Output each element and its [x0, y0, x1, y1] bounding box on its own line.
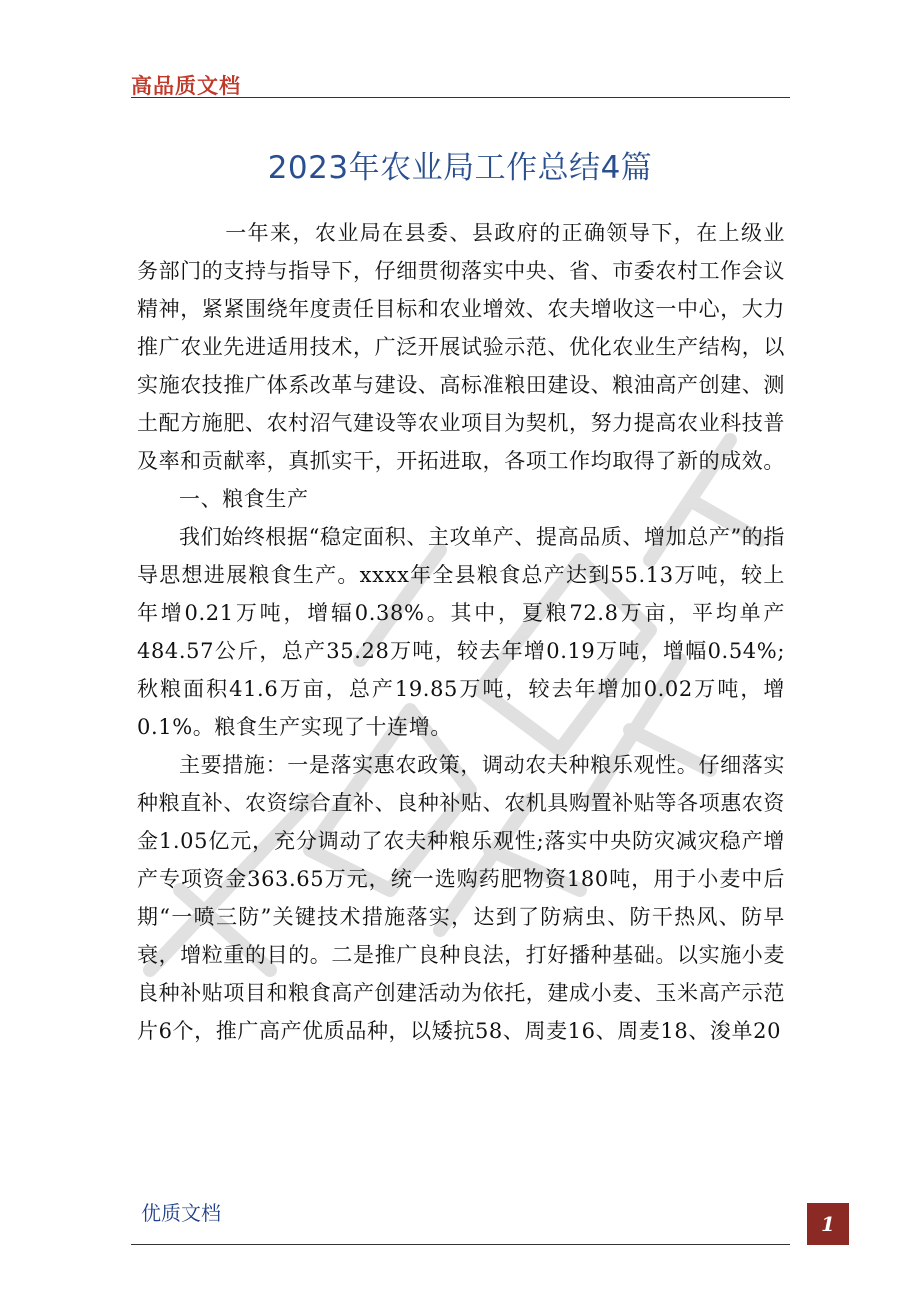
page-number-badge: 1 [807, 1203, 849, 1245]
document-title: 2023年农业局工作总结4篇 [267, 150, 653, 186]
footer-divider [131, 1244, 790, 1245]
intro-paragraph: 一年来，农业局在县委、县政府的正确领导下，在上级业务部门的支持与指导下，仔细贯彻落实中央、省、市委农村工作会议精神，紧紧围绕年度责任目标和农业增效、农夫增收这一中心，大力推广农业先进适用技术，广泛开展试验示范、优化农业生产结构，以实施农技推广体系改革与建设、高标准粮田建设、粮油高产创建、测土配方施肥、农村沼气建设等农业项目为契机，努力提高农业科技普及率和贡献率，真抓实干，开拓进取，各项工作均取得了新的成效。 [137, 221, 785, 473]
document-body [137, 214, 785, 1050]
footer-label: 优质文档 [141, 1201, 221, 1225]
header-label: 高品质文档 [131, 74, 241, 98]
grain-production-paragraph: 我们始终根据“稳定面积、主攻单产、提高品质、增加总产”的指导思想进展粮食生产。xxxx年全县粮食总产达到55.13万吨，较上年增0.21万吨，增辐0.38%。其中，夏粮72.8万亩，平均单产484.57公斤，总产35.28万吨，较去年增0.19万吨，增幅0.54%;秋粮面积41.6万亩，总产19.85万吨，较去年增加0.02万吨，增0.1%。粮食生产实现了十连增。 [137, 525, 785, 739]
header-divider [131, 97, 790, 98]
section-heading-grain: 一、粮食生产 [179, 487, 309, 511]
main-measures-paragraph: 主要措施：一是落实惠农政策，调动农夫种粮乐观性。仔细落实种粮直补、农资综合直补、良种补贴、农机具购置补贴等各项惠农资金1.05亿元，充分调动了农夫种粮乐观性;落实中央防灾减灾稳产增产专项资金363.65万元，统一选购药肥物资180吨，用于小麦中后期“一喷三防”关键技术措施落实，达到了防病虫、防干热风、防早衰，增粒重的目的。二是推广良种良法，打好播种基础。以实施小麦良种补贴项目和粮食高产创建活动为依托，建成小麦、玉米高产示范片6个，推广高产优质品种，以矮抗58、周麦16、周麦18、浚单20 [137, 753, 785, 1043]
